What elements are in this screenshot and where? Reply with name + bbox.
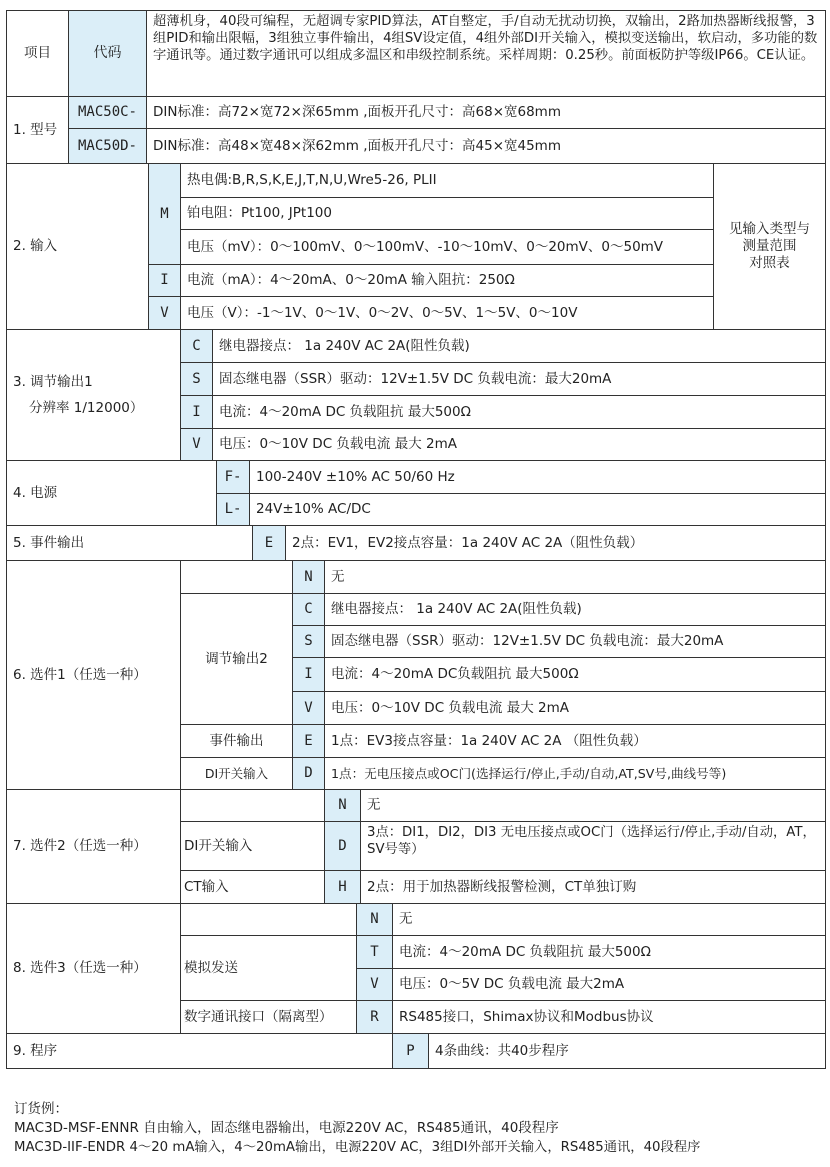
output2-desc: 固态继电器（SSR）驱动：12V±1.5V DC 负载电流：最大20mA bbox=[331, 633, 724, 649]
option3-r-code: R bbox=[357, 1001, 392, 1033]
rule bbox=[6, 1068, 826, 1069]
option3-label: 8. 选件3（任选一种） bbox=[13, 960, 147, 976]
note-line: 测量范围 bbox=[742, 238, 797, 254]
option2-ct-desc: 2点：用于加热器断线报警检测，CT单独订购 bbox=[367, 878, 637, 895]
option2-label: 7. 选件2（任选一种） bbox=[13, 838, 147, 854]
input-range-note bbox=[714, 164, 825, 329]
model-code: MAC50C- bbox=[69, 97, 146, 128]
output-desc: 固态继电器（SSR）驱动：12V±1.5V DC 负载电流：最大20mA bbox=[219, 370, 612, 387]
label-line: 分辨率 1/12000） bbox=[29, 400, 144, 416]
mv-ranges: 电压（mV）：0～100mV、0～100mV、-10～10mV、0～20mV、0～50mV bbox=[187, 238, 664, 255]
option1-label: 6. 选件1（任选一种） bbox=[13, 666, 147, 683]
option2-di-desc: 3点：DI1，DI2，DI3 无电压接点或OC门（选择运行/停止,手动/自动，AT，SV号等） bbox=[367, 825, 816, 857]
event-output-desc: 2点：EV1，EV2接点容量：1a 240V AC 2A（阻性负载） bbox=[292, 534, 644, 551]
option3-v-desc: 电压：0～5V DC 负载电流 最大2mA bbox=[399, 976, 625, 992]
option3-v-code: V bbox=[357, 969, 392, 1000]
option2-n-desc: 无 bbox=[367, 797, 381, 813]
option1-di-label: DI开关输入 bbox=[204, 766, 269, 781]
output-desc: 电压：0～10V DC 负载电流 最大 2mA bbox=[219, 436, 457, 452]
output-code: V bbox=[181, 429, 212, 460]
option2-di-code: D bbox=[325, 822, 360, 870]
option1-event-code: E bbox=[293, 725, 324, 757]
option3-t-desc: 电流：4～20mA DC 负载阻抗 最大500Ω bbox=[399, 943, 651, 960]
option3-n-code: N bbox=[357, 904, 392, 935]
current-input-desc: 电流（mA）：4～20mA、0～20mA 输入阻抗：250Ω bbox=[187, 272, 515, 288]
program-label: 9. 程序 bbox=[13, 1042, 58, 1059]
output-code: S bbox=[181, 363, 212, 395]
option3-n-desc: 无 bbox=[399, 911, 413, 927]
output2-desc: 电流：4～20mA DC负载阻抗 最大500Ω bbox=[331, 666, 579, 682]
control-output-label bbox=[7, 330, 180, 460]
input-label: 2. 输入 bbox=[13, 238, 58, 254]
option1-event-label: 事件输出 bbox=[209, 732, 264, 749]
product-description: 超薄机身，40段可编程，无超调专家PID算法，AT自整定，手/自动无扰动切换，双输出，2路加热器断线报警，3组PID和输出限幅，3组独立事件输出，4组SV设定值，4组外部DI开关输入，模拟变送输出，软启动，多功能的数字通讯等。通过数字通讯可以组成多温区和串级控制系统。采样周期：0.25秒。前面板防护等级IP66。CE认证。 bbox=[153, 14, 818, 63]
output-code: I bbox=[181, 396, 212, 428]
output2-code: V bbox=[293, 692, 324, 724]
power-desc: 100-240V ±10% AC 50/60 Hz bbox=[256, 468, 455, 485]
analog-transmit-label: 模拟发送 bbox=[184, 959, 238, 976]
output-desc: 电流：4～20mA DC 负载阻抗 最大500Ω bbox=[219, 403, 471, 420]
option1-n-desc: 无 bbox=[331, 568, 345, 585]
program-desc: 4条曲线：共40步程序 bbox=[435, 1042, 569, 1059]
output2-code: C bbox=[293, 594, 324, 625]
voltage-input-desc: 电压（V）：-1～1V、0～1V、0～2V、0～5V、1～5V、0～10V bbox=[187, 304, 578, 321]
option2-n-code: N bbox=[325, 790, 360, 821]
model-code: MAC50D- bbox=[69, 129, 146, 163]
output2-desc: 电压：0～10V DC 负载电流 最大 2mA bbox=[331, 699, 569, 716]
model-desc: DIN标准：高48×宽48×深62mm ,面板开孔尺寸：高45×宽45mm bbox=[153, 137, 561, 154]
option2-ct-label: CT输入 bbox=[184, 878, 229, 895]
option1-event-desc: 1点：EV3接点容量：1a 240V AC 2A （阻性负载） bbox=[331, 732, 647, 749]
input-code-m: M bbox=[149, 164, 180, 264]
option1-n-code: N bbox=[293, 561, 324, 593]
output-desc: 继电器接点： 1a 240V AC 2A(阻性负载) bbox=[219, 337, 470, 354]
rule bbox=[825, 10, 826, 1068]
option1-di-desc: 1点：无电压接点或OC门(选择运行/停止,手动/自动,AT,SV号,曲线号等) bbox=[331, 766, 727, 781]
control-output2-label: 调节输出2 bbox=[205, 650, 268, 667]
comm-interface-label: 数字通讯接口（隔离型） bbox=[184, 1008, 333, 1025]
program-code: P bbox=[393, 1034, 428, 1068]
item-header: 项目 bbox=[24, 45, 51, 61]
input-code-v: V bbox=[149, 297, 180, 329]
order-code-table bbox=[6, 10, 826, 1068]
order-example: MAC3D-MSF-ENNR 自由输入，固态继电器输出，电源220V AC，RS485通讯，40段程序 bbox=[14, 1120, 559, 1136]
label-line: 3. 调节输出1 bbox=[13, 374, 93, 390]
option3-r-desc: RS485接口，Shimax协议和Modbus协议 bbox=[399, 1008, 654, 1025]
event-output-code: E bbox=[253, 526, 285, 560]
power-code: F- bbox=[217, 461, 249, 493]
option2-ct-code: H bbox=[325, 871, 360, 903]
note-line: 对照表 bbox=[749, 255, 790, 271]
event-output-label: 5. 事件输出 bbox=[13, 534, 85, 551]
power-code: L- bbox=[217, 494, 249, 525]
note-line: 见输入类型与 bbox=[729, 221, 810, 237]
option2-di-label: DI开关输入 bbox=[184, 837, 253, 854]
output2-code: S bbox=[293, 626, 324, 657]
model-desc: DIN标准：高72×宽72×深65mm ,面板开孔尺寸：高68×宽68mm bbox=[153, 104, 561, 120]
order-examples bbox=[14, 1100, 700, 1157]
order-example-title: 订货例： bbox=[14, 1101, 68, 1117]
option1-di-code: D bbox=[293, 758, 324, 789]
thermocouple-types: 热电偶:B,R,S,K,E,J,T,N,U,Wre5-26, PLII bbox=[187, 172, 437, 188]
input-code-i: I bbox=[149, 265, 180, 296]
rtd-types: 铂电阻：Pt100, JPt100 bbox=[187, 205, 332, 221]
option3-t-code: T bbox=[357, 936, 392, 968]
output2-desc: 继电器接点： 1a 240V AC 2A(阻性负载) bbox=[331, 601, 582, 617]
code-header: 代码 bbox=[69, 11, 146, 96]
power-label: 4. 电源 bbox=[13, 484, 58, 501]
order-example: MAC3D-IIF-ENDR 4～20 mA输入，4～20mA输出，电源220V AC，3组DI外部开关输入，RS485通讯，40段程序 bbox=[14, 1140, 701, 1155]
output-code: C bbox=[181, 330, 212, 362]
power-desc: 24V±10% AC/DC bbox=[256, 501, 371, 517]
output2-code: I bbox=[293, 658, 324, 691]
model-label: 1. 型号 bbox=[13, 121, 58, 138]
